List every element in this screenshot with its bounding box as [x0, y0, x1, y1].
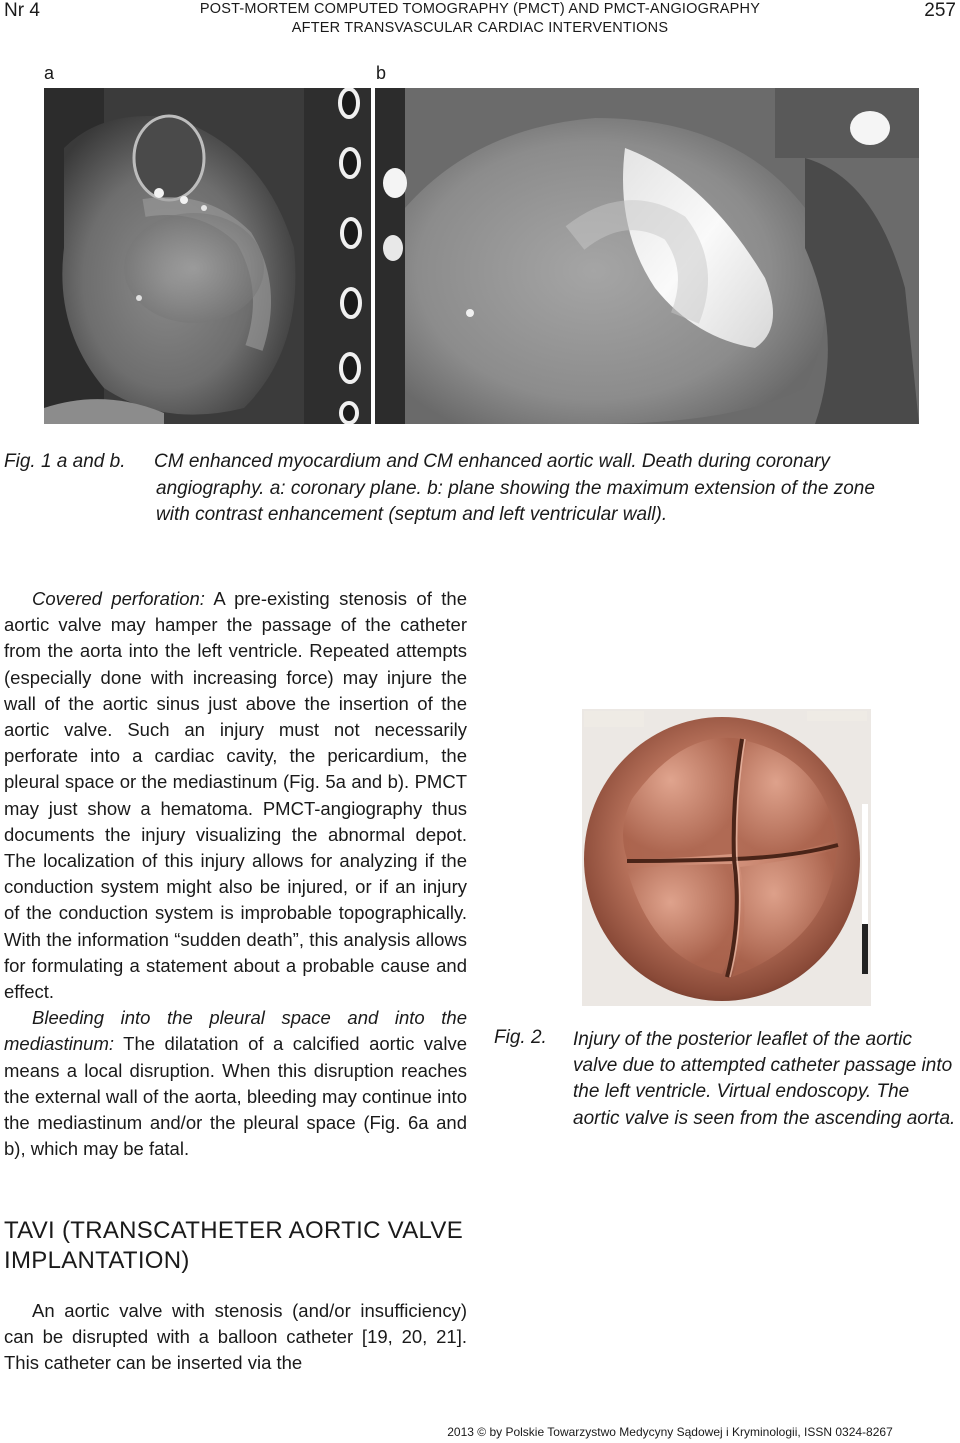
figure1-label-a: a: [44, 63, 55, 83]
paragraph-text: A pre-existing stenosis of the aortic valve may hamper the passage of the catheter from the aorta into the left ventricle. Repeated attempts (especially done with increasing force) may injure the wall of the aortic sinus just above the insertion of the aortic valve. Such an injury must not necessarily perforate into a cardiac cavity, the pericardium, the pleural space or the mediastinum (Fig. 5a and b). PMCT may just show a hematoma. PMCT-angiography thus documents the injury visualizing the abnormal depot. The localization of this injury allows for analyzing if the conduction system might also be injured, or if an injury of the conduction system is improbable topographically. With the information “sudden death”, this analysis allows for formulating a statement about a probable cause and effect.: [4, 588, 467, 1003]
body-text: [4, 586, 467, 1162]
body-text-tavi: [4, 1298, 467, 1377]
running-title: [170, 0, 790, 38]
figure1-caption-line3: with contrast enhancement (septum and left ventricular wall).: [156, 504, 668, 525]
running-title-line2: AFTER TRANSVASCULAR CARDIAC INTERVENTIONS: [291, 20, 669, 36]
section-heading-line2: IMPLANTATION): [4, 1247, 190, 1274]
figure1-label-b: b: [376, 63, 387, 83]
figure1-caption-line1: CM enhanced myocardium and CM enhanced aortic wall. Death during coronary: [154, 451, 830, 472]
figure1b-ct-image: [375, 88, 919, 424]
paragraph-covered-perforation: [4, 586, 467, 1005]
figure1-caption-line2: angiography. a: coronary plane. b: plane showing the maximum extension of the zone: [156, 477, 875, 499]
figure1a-ct-image: [44, 88, 371, 424]
figure1-caption: [4, 449, 960, 529]
figure2-caption-label: Fig. 2.: [494, 1027, 547, 1048]
section-heading-line1: TAVI (TRANSCATHETER AORTIC VALVE: [4, 1217, 464, 1244]
paragraph-text: The dilatation of a calcified aortic valve means a local disruption. When this disruption reaches the external wall of the aorta, bleeding may continue into the mediastinum and/or the pleural space (Fig. 6a and b), which may be fatal.: [4, 1033, 467, 1160]
copyright-footer: 2013 © by Polskie Towarzystwo Medycyny Sądowej i Kryminologii, ISSN 0324-8267: [447, 1425, 893, 1439]
page-number: 257: [924, 0, 956, 21]
paragraph-tavi: An aortic valve with stenosis (and/or insufficiency) can be disrupted with a balloon catheter [19, 20, 21]. This catheter can be inserted via the: [4, 1300, 467, 1374]
paragraph-bleeding: [4, 1005, 467, 1162]
section-heading: [4, 1216, 474, 1276]
figure2-caption-text: Injury of the posterior leaflet of the aortic valve due to attempted catheter passage into the left ventricle. Virtual endoscopy. The aortic valve is seen from the ascending aorta.: [573, 1029, 956, 1129]
journal-issue: Nr 4: [4, 0, 40, 21]
figure1-caption-label: Fig. 1 a and b.: [4, 451, 126, 472]
running-title-line1: POST-MORTEM COMPUTED TOMOGRAPHY (PMCT) AND PMCT-ANGIOGRAPHY: [199, 1, 761, 17]
paragraph-lead: Bleeding into the pleural space and into the mediastinum:: [4, 1007, 467, 1055]
paragraph-lead: Covered perforation:: [32, 588, 205, 609]
figure2-endoscopy-image: [582, 709, 871, 1006]
